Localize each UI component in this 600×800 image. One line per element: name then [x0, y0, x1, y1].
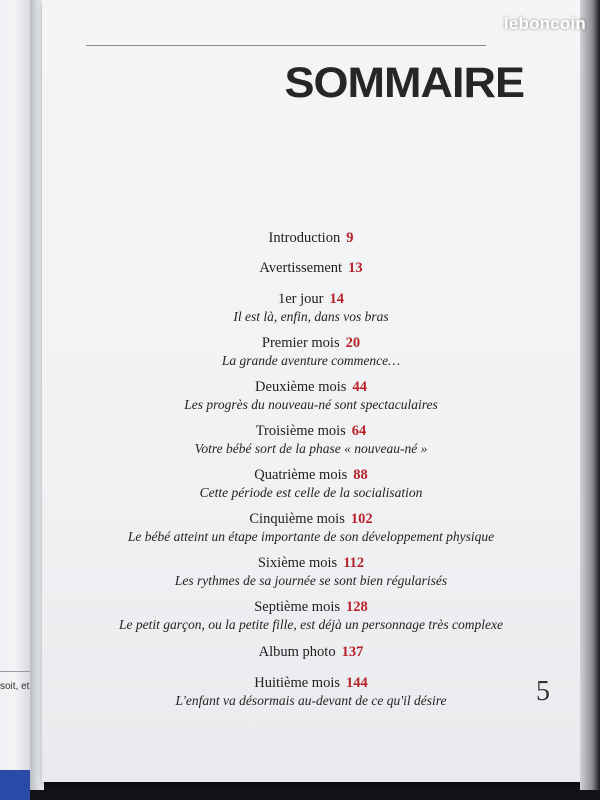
left-page-text-fragment: soit, et — [0, 681, 30, 692]
toc-entry — [42, 555, 580, 589]
toc-entry-line — [42, 260, 580, 277]
toc-entry-label: Cinquième mois — [249, 511, 345, 527]
toc-entry-page: 112 — [343, 555, 365, 571]
toc-entry-line — [42, 675, 580, 692]
toc-entry-label: Quatrième mois — [254, 467, 348, 483]
toc-entry — [42, 599, 580, 633]
toc-entry-line — [42, 335, 580, 352]
toc-entry-label: Premier mois — [261, 335, 340, 351]
toc-entry-label: Septième mois — [254, 599, 341, 615]
toc-entry — [42, 230, 580, 247]
left-page — [0, 0, 30, 790]
toc-entry-label: Sixième mois — [257, 555, 338, 571]
page-stack-edge — [580, 0, 600, 790]
toc-entry-page: 14 — [329, 291, 344, 307]
toc-entry-line — [42, 230, 580, 247]
toc-entry-subtitle: Les progrès du nouveau-né sont spectaculaires — [184, 397, 438, 412]
toc-entry — [42, 379, 580, 413]
toc-entry-line — [42, 379, 580, 396]
toc-entry-line — [42, 291, 580, 308]
toc-entry-page: 137 — [341, 644, 364, 660]
toc-entry — [42, 467, 580, 501]
toc-entry-label: Introduction — [268, 230, 341, 246]
toc-entry-page: 9 — [346, 230, 354, 246]
page-number: 5 — [536, 676, 550, 707]
leboncoin-watermark: leboncoin — [503, 14, 586, 33]
header-rule — [86, 45, 486, 46]
toc-entry-subtitle: Votre bébé sort de la phase « nouveau-né » — [194, 441, 428, 456]
book-cover-edge — [0, 770, 30, 800]
table-of-contents — [42, 230, 580, 709]
toc-entry-line — [42, 511, 580, 528]
toc-entry-label: Avertissement — [259, 260, 343, 276]
toc-entry-page: 128 — [346, 599, 368, 615]
toc-entry-label: Album photo — [258, 644, 336, 660]
toc-entry-line — [42, 467, 580, 484]
toc-entry — [42, 260, 580, 277]
page-title: SOMMAIRE — [284, 58, 524, 107]
toc-entry-line — [42, 644, 580, 661]
toc-entry-page: 144 — [346, 675, 368, 691]
toc-entry-label: Huitième mois — [254, 675, 341, 691]
toc-entry — [42, 675, 580, 709]
toc-entry — [42, 511, 580, 545]
left-page-rule — [0, 671, 30, 672]
toc-entry-line — [42, 423, 580, 440]
toc-entry — [42, 335, 580, 369]
toc-entry-page: 13 — [348, 260, 363, 276]
toc-entry-subtitle: Il est là, enfin, dans vos bras — [233, 309, 389, 324]
toc-entry-line — [42, 599, 580, 616]
toc-entry-subtitle: Cette période est celle de la socialisation — [199, 485, 423, 500]
toc-entry-label: 1er jour — [278, 291, 324, 307]
toc-entry-page: 20 — [345, 335, 361, 351]
toc-entry-label: Troisième mois — [255, 423, 346, 439]
toc-entry-subtitle: La grande aventure commence… — [221, 353, 401, 368]
toc-entry-page: 88 — [353, 467, 368, 483]
toc-entry-line — [42, 555, 580, 572]
toc-entry — [42, 291, 580, 325]
right-page — [42, 0, 580, 782]
toc-entry-page: 64 — [351, 423, 367, 439]
toc-entry-subtitle: L'enfant va désormais au-devant de ce qu'il désire — [175, 693, 447, 708]
toc-entry-subtitle: Le bébé atteint un étape importante de son développement physique — [127, 529, 495, 544]
toc-entry — [42, 423, 580, 457]
toc-entry-label: Deuxième mois — [255, 379, 347, 395]
toc-entry — [42, 644, 580, 661]
toc-entry-subtitle: Le petit garçon, ou la petite fille, est déjà un personnage très complexe — [119, 617, 503, 632]
toc-entry-page: 44 — [352, 379, 367, 395]
toc-entry-page: 102 — [350, 511, 373, 527]
toc-entry-subtitle: Les rythmes de sa journée se sont bien régularisés — [174, 573, 448, 588]
